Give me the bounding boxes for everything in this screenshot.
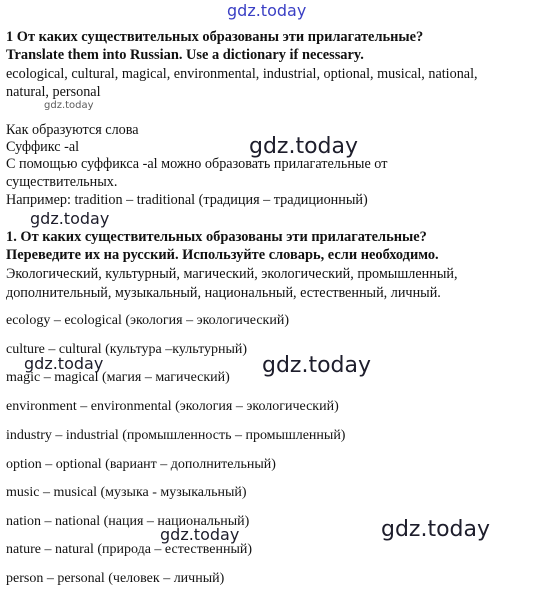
theory-line-2: Суффикс -al [6,139,80,155]
task-en-title-line-1: 1 От каких существительных образованы эти прилагательные? [6,29,424,45]
answer-line: industry – industrial (промышленность – промышленный) [6,428,346,443]
answer-line: music – musical (музыка - музыкальный) [6,485,247,500]
theory-line-4: существительных. [6,174,118,190]
watermark-large: gdz.today [249,134,359,159]
watermark-top: gdz.today [227,1,307,20]
task-en-words-line-2: natural, personal [6,84,101,100]
watermark-large: gdz.today [381,517,491,542]
answer-line: person – personal (человек – личный) [6,571,225,586]
watermark-medium: gdz.today [30,209,110,228]
theory-line-3: С помощью суффикса -al можно образовать прилагательные от [6,156,388,172]
task-ru-words-line-2: дополнительный, музыкальный, национальный, естественный, личный. [6,285,441,301]
theory-line-5: Например: tradition – traditional (традиция – традиционный) [6,192,368,208]
answer-line: ecology – ecological (экология – экологический) [6,313,289,328]
answer-line: nature – natural (природа – естественный) [6,542,253,557]
theory-line-1: Как образуются слова [6,122,139,138]
answer-line: environment – environmental (экология – экологический) [6,399,339,414]
task-ru-words-line-1: Экологический, культурный, магический, экологический, промышленный, [6,266,458,282]
answer-line: magic – magical (магия – магический) [6,370,230,385]
answer-line: culture – cultural (культура –культурный) [6,342,248,357]
task-ru-title-line-1: 1. От каких существительных образованы эти прилагательные? [6,229,427,245]
task-en-words-line-1: ecological, cultural, magical, environmental, industrial, optional, musical, national, [6,66,478,82]
answer-line: option – optional (вариант – дополнительный) [6,457,276,472]
watermark-medium: gdz.today [24,354,104,373]
task-ru-title-line-2: Переведите их на русский. Используйте словарь, если необходимо. [6,247,439,263]
task-en-title-line-2: Translate them into Russian. Use a dictionary if necessary. [6,47,364,63]
watermark-small: gdz.today [44,100,94,111]
answer-line: nation – national (нация – национальный) [6,514,250,529]
watermark-medium: gdz.today [160,525,240,544]
watermark-large: gdz.today [262,353,372,378]
